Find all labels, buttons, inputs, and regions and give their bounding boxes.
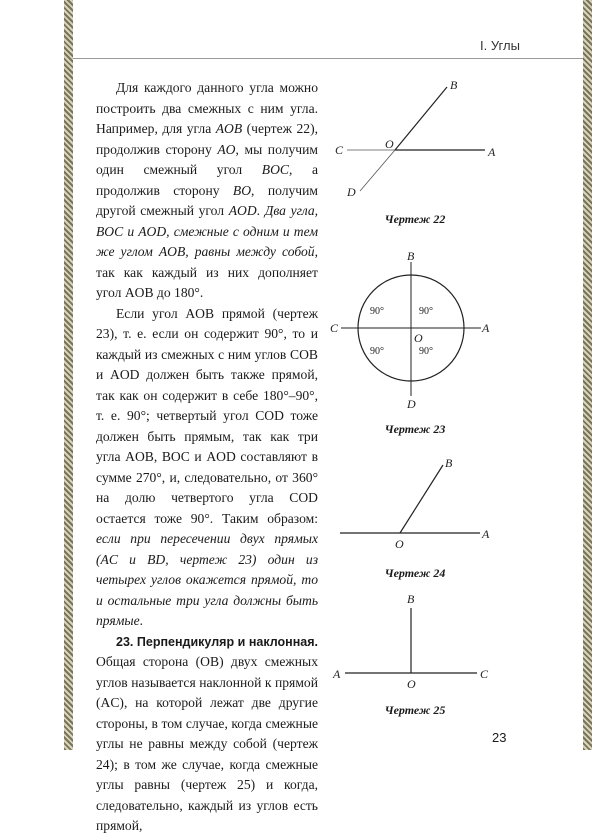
figure-23 [325, 248, 500, 413]
running-header: I. Углы [480, 38, 520, 53]
label-c: C [335, 143, 344, 157]
page-number: 23 [492, 730, 507, 745]
label-c: C [480, 667, 489, 681]
header-rule [73, 58, 583, 59]
label-o: O [407, 677, 416, 691]
angle-label-3: 90° [370, 346, 384, 357]
angle-label-1: 90° [370, 306, 384, 317]
ray-od [360, 150, 395, 191]
section-heading: 23. Перпендикуляр и наклонная. [116, 634, 318, 649]
label-b: B [445, 456, 453, 470]
caption-25: Чертеж 25 [384, 703, 446, 717]
figure-25 [325, 588, 500, 693]
ray-ob [400, 465, 443, 533]
label-b: B [450, 78, 458, 92]
figure-24 [325, 455, 500, 555]
decorative-border-left [64, 0, 73, 750]
label-c: C [330, 321, 339, 335]
label-b: B [407, 249, 415, 263]
figure-22 [325, 75, 500, 205]
paragraph-2: Если угол AOB прямой (чертеж 23), т. е. если он содержит 90°, то и каждый из смежных с ним углов COB и AOD должен быть также прямой, так как он содержит в себе 180°–90°, т. е. 90°; четвертый угол COD тоже должен быть прямым, так как три угла AOB, BOC и AOD составляют в сумме 270°, и, следовательно, от 360° на долю четвертого угла COD остается тоже 90°. Таким образом: если при пересечении двух прямых (AC и BD, чертеж 23) один из четырех углов окажется прямой, то и остальные три угла должны быть прямые. [96, 305, 318, 628]
ray-ob [395, 87, 447, 150]
label-d: D [347, 185, 356, 199]
paragraph-1: Для каждого данного угла можно построить два смежных с ним угла. Например, для угла AOB (чертеж 22), продолжив сторону AO, мы получим один смежный угол BOC, а продолжив сторону BO, получим другой смежный угол AOD. Два угла, BOC и AOD, смежные с одним и тем же углом AOB, равны между собой, так как каждый из них дополняет угол AOB до 180°. [96, 80, 319, 300]
label-o: O [395, 537, 404, 551]
caption-23: Чертеж 23 [384, 422, 446, 436]
paragraph-3: 23. Перпендикуляр и наклонная. Общая сторона (OB) двух смежных углов называется наклонной к прямой (AC), на которой лежат две другие стороны, в том случае, когда смежные углы не равны между собой (чертеж 24); в том же случае, когда смежные углы равны (чертеж 25) и когда, следовательно, каждый из углов есть прямой, [96, 634, 318, 833]
angle-label-4: 90° [419, 346, 433, 357]
label-o: O [385, 137, 394, 151]
decorative-border-right [583, 0, 592, 750]
label-a: A [482, 527, 490, 541]
angle-label-2: 90° [419, 306, 433, 317]
body-text [96, 78, 318, 837]
label-o: O [414, 331, 423, 345]
label-a: A [488, 145, 496, 159]
label-a: A [333, 667, 341, 681]
caption-24: Чертеж 24 [384, 566, 446, 580]
label-a: A [482, 321, 490, 335]
label-b: B [407, 592, 415, 606]
label-d: D [407, 397, 416, 411]
caption-22: Чертеж 22 [384, 212, 446, 226]
